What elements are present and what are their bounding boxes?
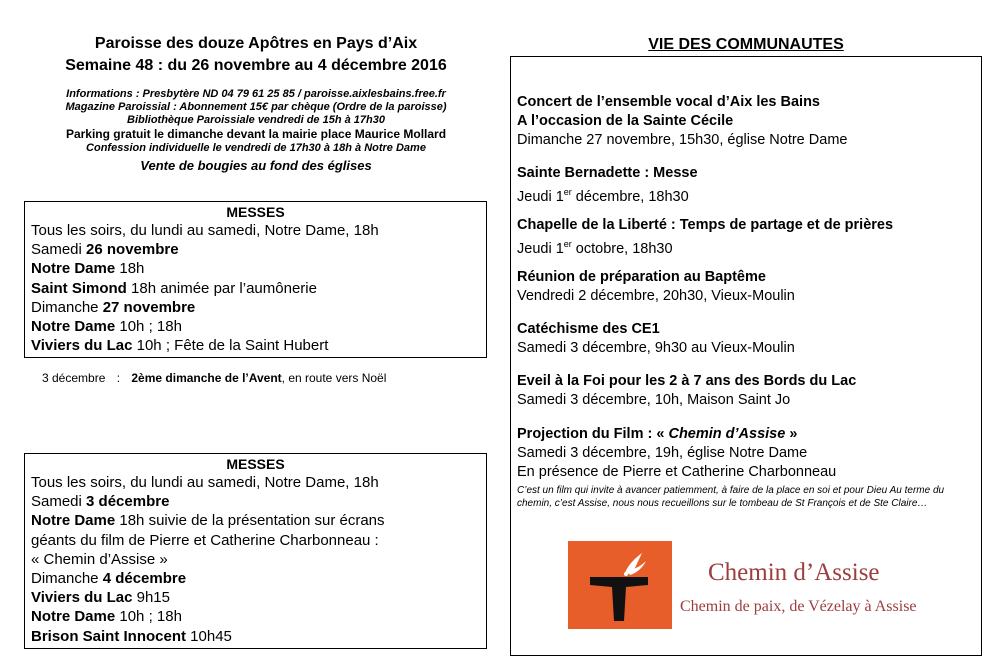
masses-title: MESSES (226, 204, 285, 220)
masses-line: Samedi 26 novembre (31, 241, 179, 259)
masses-line: « Chemin d’Assise » (31, 550, 168, 568)
event-film: Projection du Film : « Chemin d’Assise » Samedi 3 décembre, 19h, église Notre Dame En présence de Pierre et Catherine Charbonneau C’est un film qui invite à avancer patiemment, à faire de la place en soi et pour Dieu Au terme du chemin, c’est Assise, nous nous recueillons sur le tombeau de St François et de Ste Claire… (517, 425, 977, 510)
masses-line: Tous les soirs, du lundi au samedi, Notre Dame, 18h (31, 222, 379, 239)
masses-box-week2 (24, 453, 487, 649)
advent-note: 3 décembre : 2ème dimanche de l’Avent, en route vers Noël (42, 371, 387, 385)
event-bapteme: Réunion de préparation au Baptême Vendredi 2 décembre, 20h30, Vieux-Moulin (517, 269, 795, 304)
event-catechisme: Catéchisme des CE1 Samedi 3 décembre, 9h30 au Vieux-Moulin (517, 321, 795, 356)
masses-line: Notre Dame 10h ; 18h (31, 608, 182, 626)
info-library: Bibliothèque Paroissiale vendredi de 15h à 17h30 (127, 114, 385, 126)
masses-line: géants du film de Pierre et Catherine Charbonneau : (31, 531, 379, 549)
info-parking: Parking gratuit le dimanche devant la mairie place Maurice Mollard (65, 127, 447, 141)
masses-line: Dimanche 4 décembre (31, 570, 187, 588)
masses-line: Notre Dame 18h suivie de la présentation sur écrans (31, 512, 385, 530)
info-presbytery: Informations : Presbytère ND 04 79 61 25 85 / paroisse.aixlesbains.free.fr (66, 88, 446, 100)
communities-heading: VIE DES COMMUNAUTES (648, 36, 844, 53)
info-confession: Confession individuelle le vendredi de 17h30 à 18h à Notre Dame (86, 142, 426, 154)
film-description: C’est un film qui invite à avancer patiemment, à faire de la place en soi et pour Dieu Au terme du chemin, c’est Assise, nous nous recueillons sur le tombeau de St François et de Ste Claire… (517, 485, 945, 509)
masses-box-week1 (24, 201, 487, 358)
tau-cross-dove-icon (568, 541, 672, 629)
chemin-assise-logo (568, 541, 980, 629)
logo-title: Chemin d’Assise (708, 559, 880, 586)
masses-line: Dimanche 27 novembre (31, 298, 196, 316)
event-concert: Concert de l’ensemble vocal d’Aix les Bains A l’occasion de la Sainte Cécile Dimanche 27 novembre, 15h30, église Notre Dame (517, 94, 848, 148)
masses-line: Tous les soirs, du lundi au samedi, Notre Dame, 18h (31, 474, 379, 491)
masses-line: Notre Dame 18h (31, 260, 145, 278)
week-subtitle: Semaine 48 : du 26 novembre au 4 décembre 2016 (65, 57, 447, 74)
event-liberte: Chapelle de la Liberté : Temps de partage et de prières Jeudi 1er octobre, 18h30 (517, 217, 894, 257)
info-candles: Vente de bougies au fond des églises (140, 158, 372, 173)
masses-line: Brison Saint Innocent 10h45 (31, 627, 232, 645)
info-magazine: Magazine Paroissial : Abonnement 15€ par chèque (Ordre de la paroisse) (65, 101, 447, 113)
masses-line: Viviers du Lac 9h15 (31, 589, 170, 607)
parish-title: Paroisse des douze Apôtres en Pays d’Aix (94, 35, 418, 52)
masses-line: Notre Dame 10h ; 18h (31, 318, 182, 336)
masses-line: Viviers du Lac 10h ; Fête de la Saint Hubert (31, 337, 329, 355)
masses-title: MESSES (226, 456, 285, 472)
event-bernadette: Sainte Bernadette : Messe Jeudi 1er décembre, 18h30 (517, 165, 698, 205)
masses-line: Samedi 3 décembre (31, 493, 170, 511)
event-eveil: Eveil à la Foi pour les 2 à 7 ans des Bords du Lac Samedi 3 décembre, 10h, Maison Saint Jo (517, 373, 857, 408)
logo-square (568, 541, 672, 629)
logo-subtitle: Chemin de paix, de Vézelay à Assise (680, 598, 917, 615)
masses-line: Saint Simond 18h animée par l’aumônerie (31, 279, 317, 297)
